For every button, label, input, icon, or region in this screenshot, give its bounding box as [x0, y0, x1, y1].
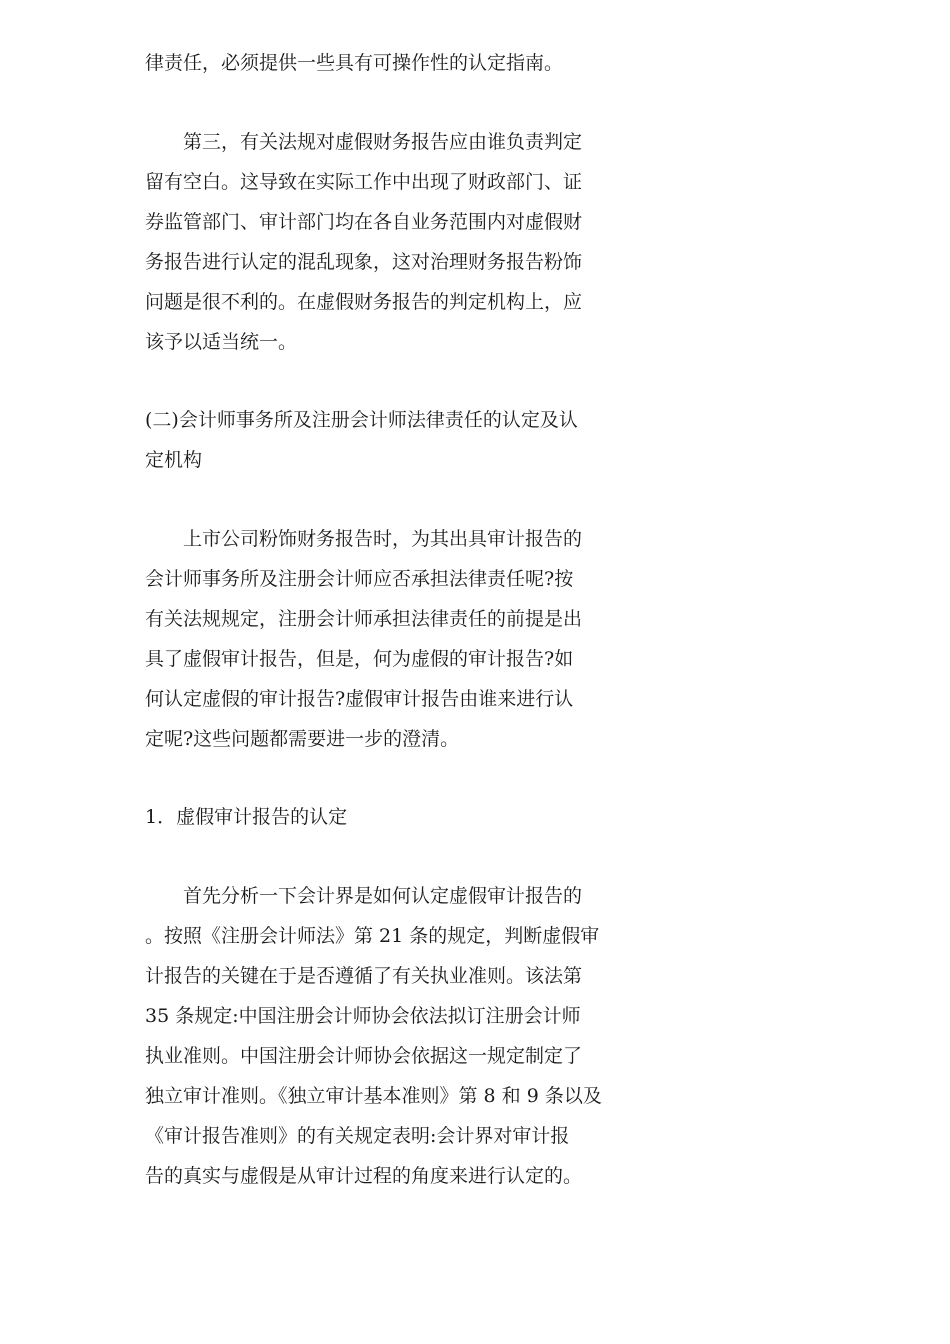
text-line: 执业准则。中国注册会计师协会依据这一规定制定了 [145, 1045, 583, 1067]
text-line: 告的真实与虚假是从审计过程的角度来进行认定的。 [145, 1165, 583, 1187]
text-line: 券监管部门、审计部门均在各自业务范围内对虚假财 [145, 211, 583, 233]
text-line: 。按照《注册会计师法》第 21 条的规定，判断虚假审 [145, 925, 600, 947]
text-line: 留有空白。这导致在实际工作中出现了财政部门、证 [145, 171, 583, 193]
text-line: 独立审计准则。《独立审计基本准则》第 8 和 9 条以及 [145, 1085, 602, 1107]
text-line: 律责任，必须提供一些具有可操作性的认定指南。 [145, 52, 564, 74]
section-heading: 定机构 [145, 449, 203, 471]
text-line: 该予以适当统一。 [145, 331, 298, 353]
text-line: 计报告的关键在于是否遵循了有关执业准则。该法第 [145, 965, 583, 987]
text-line: 问题是很不利的。在虚假财务报告的判定机构上，应 [145, 291, 583, 313]
section-heading: (二)会计师事务所及注册会计师法律责任的认定及认 [145, 409, 578, 431]
text-line: 有关法规规定，注册会计师承担法律责任的前提是出 [145, 608, 583, 630]
text-line: 定呢?这些问题都需要进一步的澄清。 [145, 728, 460, 750]
text-line: 35 条规定:中国注册会计师协会依法拟订注册会计师 [145, 1005, 581, 1027]
text-line: 具了虚假审计报告，但是，何为虚假的审计报告?如 [145, 648, 574, 670]
text-line: 何认定虚假的审计报告?虚假审计报告由谁来进行认 [145, 688, 574, 710]
text-line: 首先分析一下会计界是如何认定虚假审计报告的 [145, 885, 583, 907]
text-line: 第三，有关法规对虚假财务报告应由谁负责判定 [145, 131, 583, 153]
text-line: 上市公司粉饰财务报告时，为其出具审计报告的 [145, 528, 583, 550]
subsection-heading: 1．虚假审计报告的认定 [145, 806, 348, 828]
text-line: 务报告进行认定的混乱现象，这对治理财务报告粉饰 [145, 251, 583, 273]
text-line: 《审计报告准则》的有关规定表明:会计界对审计报 [145, 1125, 570, 1147]
text-line: 会计师事务所及注册会计师应否承担法律责任呢?按 [145, 568, 574, 590]
